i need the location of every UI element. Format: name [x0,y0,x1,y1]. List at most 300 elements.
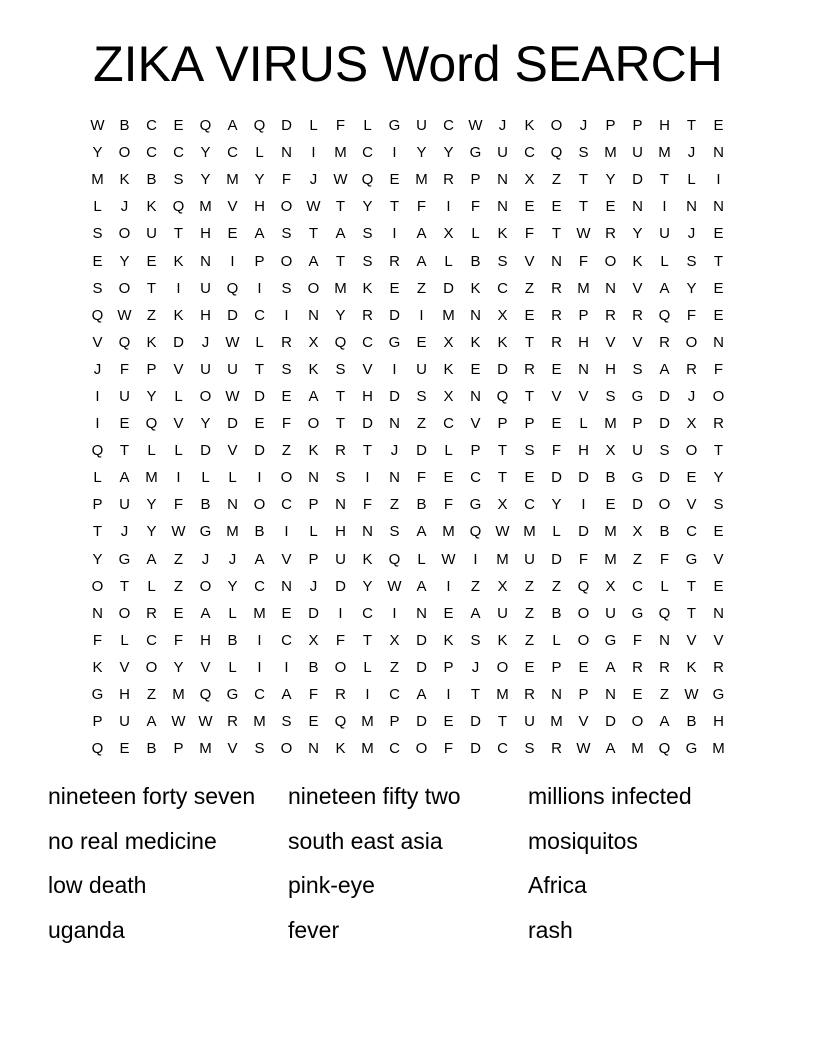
grid-letter[interactable]: H [200,631,211,649]
grid-letter[interactable]: N [551,686,562,704]
grid-letter[interactable]: D [551,469,562,487]
grid-letter[interactable]: Z [389,658,400,676]
grid-letter[interactable]: P [605,117,616,135]
grid-letter[interactable]: V [173,360,184,378]
grid-letter[interactable]: S [362,252,373,270]
grid-letter[interactable]: E [173,117,184,135]
grid-letter[interactable]: O [199,577,212,595]
grid-letter[interactable]: A [119,469,130,487]
grid-letter[interactable]: Y [92,144,103,162]
grid-letter[interactable]: Q [226,279,239,297]
grid-letter[interactable]: B [551,604,562,622]
grid-letter[interactable]: G [631,604,644,622]
grid-letter[interactable]: L [147,442,156,460]
grid-letter[interactable]: T [524,387,535,405]
grid-letter[interactable]: N [308,306,319,324]
grid-letter[interactable]: O [685,442,698,460]
grid-letter[interactable]: F [335,117,346,135]
grid-letter[interactable]: Y [200,144,211,162]
grid-letter[interactable]: B [416,496,427,514]
grid-letter[interactable]: D [335,577,346,595]
grid-letter[interactable]: C [146,144,157,162]
grid-letter[interactable]: L [255,333,264,351]
grid-letter[interactable]: Y [443,144,454,162]
grid-letter[interactable]: T [524,333,535,351]
grid-letter[interactable]: D [578,523,589,541]
grid-letter[interactable]: D [362,415,373,433]
grid-letter[interactable]: D [173,333,184,351]
grid-letter[interactable]: T [335,387,346,405]
grid-letter[interactable]: C [254,577,265,595]
grid-letter[interactable]: C [497,279,508,297]
grid-letter[interactable]: V [470,415,481,433]
grid-letter[interactable]: Y [119,252,130,270]
grid-letter[interactable]: F [281,415,292,433]
grid-letter[interactable]: C [254,306,265,324]
grid-letter[interactable]: F [416,198,427,216]
grid-letter[interactable]: L [444,252,453,270]
grid-letter[interactable]: G [469,496,482,514]
grid-letter[interactable]: L [687,171,696,189]
grid-letter[interactable]: F [713,360,724,378]
grid-letter[interactable]: L [579,415,588,433]
grid-letter[interactable]: O [253,496,266,514]
grid-letter[interactable]: I [284,658,289,676]
grid-letter[interactable]: A [146,550,157,568]
grid-letter[interactable]: O [145,658,158,676]
grid-letter[interactable]: C [470,469,481,487]
grid-letter[interactable]: S [281,225,292,243]
grid-letter[interactable]: E [389,279,400,297]
grid-letter[interactable]: Q [577,577,590,595]
grid-letter[interactable]: Z [416,415,427,433]
grid-letter[interactable]: C [443,415,454,433]
grid-letter[interactable]: Q [658,740,671,758]
grid-letter[interactable]: C [146,117,157,135]
grid-letter[interactable]: T [173,225,184,243]
grid-letter[interactable]: T [578,198,589,216]
grid-letter[interactable]: G [631,469,644,487]
grid-letter[interactable]: Z [281,442,292,460]
grid-letter[interactable]: M [604,550,617,568]
grid-letter[interactable]: V [713,550,724,568]
grid-letter[interactable]: P [578,686,589,704]
grid-letter[interactable]: U [497,604,508,622]
grid-letter[interactable]: E [254,415,265,433]
grid-letter[interactable]: M [172,686,185,704]
grid-letter[interactable]: D [470,740,481,758]
grid-letter[interactable]: R [524,360,535,378]
grid-letter[interactable]: N [416,604,427,622]
grid-letter[interactable]: W [306,198,321,216]
grid-letter[interactable]: T [686,604,697,622]
grid-letter[interactable]: O [118,279,131,297]
grid-letter[interactable]: H [254,198,265,216]
grid-letter[interactable]: V [119,658,130,676]
grid-letter[interactable]: T [497,469,508,487]
grid-letter[interactable]: I [95,387,100,405]
grid-letter[interactable]: T [497,442,508,460]
grid-letter[interactable]: B [686,713,697,731]
grid-letter[interactable]: M [334,144,347,162]
grid-letter[interactable]: I [257,469,262,487]
grid-letter[interactable]: Q [172,198,185,216]
grid-letter[interactable]: Z [146,306,157,324]
grid-letter[interactable]: D [659,387,670,405]
grid-letter[interactable]: V [173,415,184,433]
grid-letter[interactable]: E [551,198,562,216]
grid-letter[interactable]: I [446,686,451,704]
grid-letter[interactable]: J [390,442,399,460]
grid-letter[interactable]: W [684,686,699,704]
grid-letter[interactable]: Z [416,279,427,297]
grid-letter[interactable]: X [605,577,616,595]
grid-letter[interactable]: V [713,631,724,649]
grid-letter[interactable]: N [92,604,103,622]
grid-letter[interactable]: J [498,117,507,135]
grid-letter[interactable]: D [227,306,238,324]
grid-letter[interactable]: I [284,306,289,324]
grid-letter[interactable]: T [146,279,157,297]
grid-letter[interactable]: J [579,117,588,135]
grid-letter[interactable]: L [228,658,237,676]
grid-letter[interactable]: T [497,713,508,731]
grid-letter[interactable]: D [632,171,643,189]
grid-letter[interactable]: R [335,686,346,704]
grid-letter[interactable]: T [470,686,481,704]
grid-letter[interactable]: E [470,360,481,378]
grid-letter[interactable]: O [658,496,671,514]
grid-letter[interactable]: R [551,333,562,351]
grid-letter[interactable]: L [444,442,453,460]
grid-letter[interactable]: P [92,496,103,514]
grid-letter[interactable]: Z [551,577,562,595]
grid-letter[interactable]: Q [334,333,347,351]
grid-letter[interactable]: Q [253,117,266,135]
grid-letter[interactable]: D [389,306,400,324]
grid-letter[interactable]: G [388,117,401,135]
grid-letter[interactable]: I [284,523,289,541]
grid-letter[interactable]: S [173,171,184,189]
grid-letter[interactable]: O [280,740,293,758]
grid-letter[interactable]: Q [658,604,671,622]
grid-letter[interactable]: P [443,658,454,676]
grid-letter[interactable]: I [176,469,181,487]
grid-letter[interactable]: E [713,225,724,243]
grid-letter[interactable]: F [281,171,292,189]
grid-letter[interactable]: U [632,442,643,460]
grid-letter[interactable]: Z [173,577,184,595]
grid-letter[interactable]: O [496,658,509,676]
grid-letter[interactable]: Q [361,171,374,189]
grid-letter[interactable]: V [551,387,562,405]
grid-letter[interactable]: V [686,496,697,514]
grid-letter[interactable]: N [470,306,481,324]
grid-letter[interactable]: O [415,740,428,758]
grid-letter[interactable]: V [227,740,238,758]
grid-letter[interactable]: O [550,117,563,135]
grid-letter[interactable]: F [686,306,697,324]
grid-letter[interactable]: C [281,631,292,649]
grid-letter[interactable]: N [200,252,211,270]
grid-letter[interactable]: I [176,279,181,297]
grid-letter[interactable]: F [578,252,589,270]
grid-letter[interactable]: R [281,333,292,351]
grid-letter[interactable]: P [578,306,589,324]
grid-letter[interactable]: S [362,225,373,243]
grid-letter[interactable]: R [632,658,643,676]
grid-letter[interactable]: V [92,333,103,351]
grid-letter[interactable]: Q [658,306,671,324]
grid-letter[interactable]: Q [550,144,563,162]
grid-letter[interactable]: B [659,523,670,541]
grid-letter[interactable]: X [524,171,535,189]
grid-letter[interactable]: T [713,252,724,270]
grid-letter[interactable]: V [227,442,238,460]
grid-letter[interactable]: A [470,604,481,622]
grid-letter[interactable]: R [632,306,643,324]
grid-letter[interactable]: N [470,387,481,405]
grid-letter[interactable]: M [91,171,104,189]
grid-letter[interactable]: L [660,252,669,270]
grid-letter[interactable]: C [362,604,373,622]
grid-letter[interactable]: E [713,577,724,595]
grid-letter[interactable]: R [686,360,697,378]
grid-letter[interactable]: O [280,469,293,487]
grid-letter[interactable]: R [335,442,346,460]
grid-letter[interactable]: I [419,306,424,324]
grid-letter[interactable]: K [632,252,643,270]
grid-letter[interactable]: S [281,360,292,378]
grid-letter[interactable]: V [686,631,697,649]
grid-letter[interactable]: D [200,442,211,460]
grid-letter[interactable]: E [713,117,724,135]
grid-letter[interactable]: L [93,469,102,487]
grid-letter[interactable]: S [713,496,724,514]
grid-letter[interactable]: R [389,252,400,270]
grid-letter[interactable]: A [254,225,265,243]
grid-letter[interactable]: T [551,225,562,243]
grid-letter[interactable]: T [362,631,373,649]
grid-letter[interactable]: S [470,631,481,649]
grid-letter[interactable]: L [174,442,183,460]
grid-letter[interactable]: N [389,415,400,433]
grid-letter[interactable]: O [280,252,293,270]
grid-letter[interactable]: Y [200,415,211,433]
grid-letter[interactable]: N [497,171,508,189]
grid-letter[interactable]: L [174,387,183,405]
grid-letter[interactable]: Q [199,117,212,135]
grid-letter[interactable]: A [416,686,427,704]
grid-letter[interactable]: Y [605,171,616,189]
grid-letter[interactable]: L [228,604,237,622]
grid-letter[interactable]: Q [469,523,482,541]
grid-letter[interactable]: U [416,117,427,135]
grid-letter[interactable]: A [308,252,319,270]
grid-letter[interactable]: E [551,360,562,378]
grid-letter[interactable]: L [255,144,264,162]
grid-letter[interactable]: R [227,713,238,731]
grid-letter[interactable]: Y [416,144,427,162]
grid-letter[interactable]: N [227,496,238,514]
grid-letter[interactable]: S [389,523,400,541]
grid-letter[interactable]: P [254,252,265,270]
grid-letter[interactable]: A [416,577,427,595]
grid-letter[interactable]: U [146,225,157,243]
grid-letter[interactable]: S [254,740,265,758]
grid-letter[interactable]: U [119,496,130,514]
grid-letter[interactable]: G [199,523,212,541]
grid-letter[interactable]: D [632,496,643,514]
grid-letter[interactable]: E [713,279,724,297]
grid-letter[interactable]: F [470,198,481,216]
grid-letter[interactable]: D [416,713,427,731]
grid-letter[interactable]: O [604,252,617,270]
grid-letter[interactable]: T [686,117,697,135]
grid-letter[interactable]: W [495,523,510,541]
grid-letter[interactable]: K [308,360,319,378]
grid-letter[interactable]: M [604,523,617,541]
grid-letter[interactable]: E [524,658,535,676]
grid-letter[interactable]: U [524,713,535,731]
grid-letter[interactable]: M [496,550,509,568]
grid-letter[interactable]: E [713,306,724,324]
grid-letter[interactable]: H [200,225,211,243]
grid-letter[interactable]: H [200,306,211,324]
grid-letter[interactable]: F [524,225,535,243]
grid-letter[interactable]: D [659,415,670,433]
grid-letter[interactable]: W [225,333,240,351]
grid-letter[interactable]: X [497,577,508,595]
grid-letter[interactable]: P [497,415,508,433]
grid-letter[interactable]: M [550,713,563,731]
grid-letter[interactable]: T [713,442,724,460]
grid-letter[interactable]: D [497,360,508,378]
grid-letter[interactable]: T [686,577,697,595]
grid-letter[interactable]: P [92,713,103,731]
grid-letter[interactable]: T [362,442,373,460]
grid-letter[interactable]: T [119,577,130,595]
grid-letter[interactable]: P [146,360,157,378]
grid-letter[interactable]: M [577,279,590,297]
grid-letter[interactable]: W [90,117,105,135]
grid-letter[interactable]: K [470,279,481,297]
grid-letter[interactable]: U [632,144,643,162]
grid-letter[interactable]: W [171,713,186,731]
grid-letter[interactable]: E [524,469,535,487]
grid-letter[interactable]: K [92,658,103,676]
grid-letter[interactable]: C [524,496,535,514]
grid-letter[interactable]: S [92,279,103,297]
grid-letter[interactable]: G [469,144,482,162]
grid-letter[interactable]: R [443,171,454,189]
grid-letter[interactable]: R [146,604,157,622]
grid-letter[interactable]: O [712,387,725,405]
grid-letter[interactable]: T [119,442,130,460]
grid-letter[interactable]: A [227,117,238,135]
grid-letter[interactable]: B [227,631,238,649]
grid-letter[interactable]: P [551,658,562,676]
grid-letter[interactable]: A [659,279,670,297]
grid-letter[interactable]: I [95,415,100,433]
grid-letter[interactable]: R [659,333,670,351]
grid-letter[interactable]: M [604,144,617,162]
grid-letter[interactable]: D [254,387,265,405]
grid-letter[interactable]: X [443,225,454,243]
grid-letter[interactable]: Y [146,387,157,405]
grid-letter[interactable]: S [416,387,427,405]
grid-letter[interactable]: A [308,387,319,405]
grid-letter[interactable]: F [578,550,589,568]
grid-letter[interactable]: I [257,658,262,676]
grid-letter[interactable]: A [146,713,157,731]
grid-letter[interactable]: O [280,198,293,216]
grid-letter[interactable]: S [632,360,643,378]
grid-letter[interactable]: N [632,198,643,216]
grid-letter[interactable]: I [446,577,451,595]
grid-letter[interactable]: I [311,144,316,162]
grid-letter[interactable]: T [389,198,400,216]
grid-letter[interactable]: E [119,415,130,433]
grid-letter[interactable]: K [146,333,157,351]
grid-letter[interactable]: O [118,225,131,243]
grid-letter[interactable]: G [118,550,131,568]
grid-letter[interactable]: M [631,740,644,758]
grid-letter[interactable]: U [416,360,427,378]
grid-letter[interactable]: P [470,442,481,460]
grid-letter[interactable]: S [497,252,508,270]
grid-letter[interactable]: S [578,144,589,162]
grid-letter[interactable]: H [578,442,589,460]
grid-letter[interactable]: Y [227,577,238,595]
grid-letter[interactable]: E [686,469,697,487]
grid-letter[interactable]: J [309,577,318,595]
grid-letter[interactable]: B [254,523,265,541]
grid-letter[interactable]: Q [496,387,509,405]
grid-letter[interactable]: X [632,523,643,541]
grid-letter[interactable]: X [308,333,319,351]
grid-letter[interactable]: W [387,577,402,595]
grid-letter[interactable]: X [443,387,454,405]
grid-letter[interactable]: Y [92,550,103,568]
grid-letter[interactable]: J [687,225,696,243]
grid-letter[interactable]: F [92,631,103,649]
grid-letter[interactable]: O [307,415,320,433]
grid-letter[interactable]: V [362,360,373,378]
grid-letter[interactable]: Q [91,740,104,758]
grid-letter[interactable]: Y [632,225,643,243]
grid-letter[interactable]: X [389,631,400,649]
grid-letter[interactable]: V [632,279,643,297]
grid-letter[interactable]: K [443,631,454,649]
grid-letter[interactable]: C [173,144,184,162]
grid-letter[interactable]: A [416,252,427,270]
grid-letter[interactable]: T [308,225,319,243]
grid-letter[interactable]: L [309,117,318,135]
grid-letter[interactable]: N [578,360,589,378]
grid-letter[interactable]: M [253,713,266,731]
grid-letter[interactable]: B [200,496,211,514]
grid-letter[interactable]: W [333,171,348,189]
grid-letter[interactable]: A [605,740,616,758]
grid-letter[interactable]: K [146,198,157,216]
grid-letter[interactable]: E [578,658,589,676]
grid-letter[interactable]: B [119,117,130,135]
grid-letter[interactable]: N [497,198,508,216]
grid-letter[interactable]: L [660,577,669,595]
grid-letter[interactable]: F [173,496,184,514]
grid-letter[interactable]: T [254,360,265,378]
